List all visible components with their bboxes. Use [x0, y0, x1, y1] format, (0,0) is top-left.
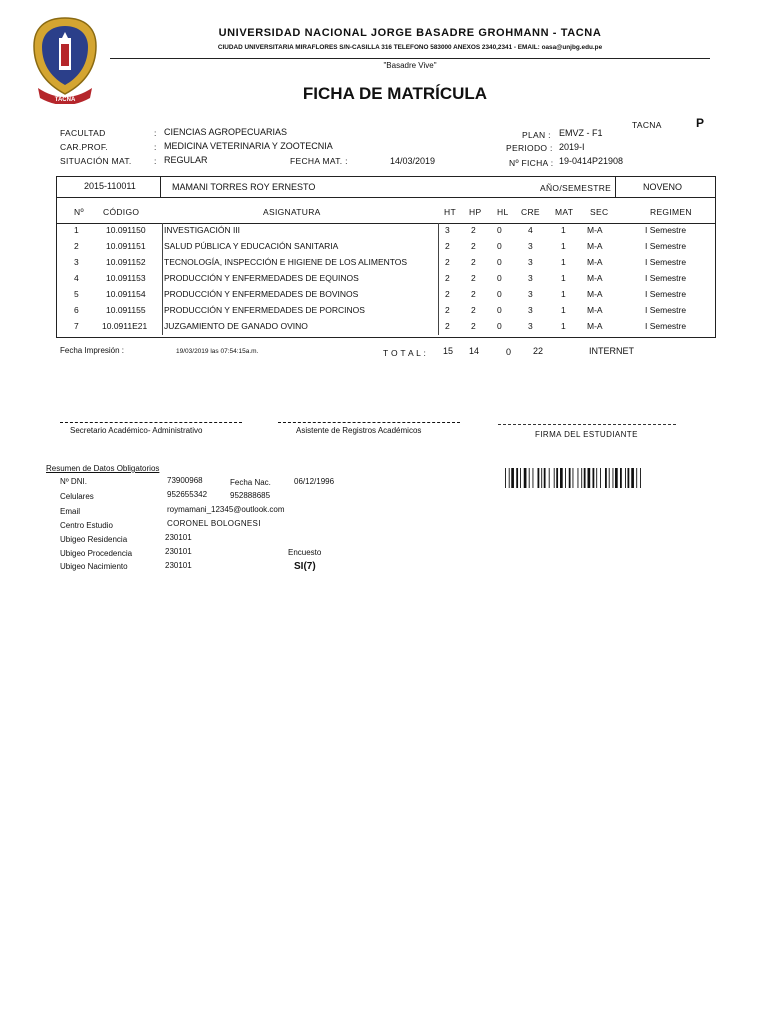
secretary-signature-label: Secretario Académico- Administrativo — [70, 426, 203, 435]
secretary-signature-line — [60, 422, 242, 423]
survey-label: Encuesto — [288, 548, 322, 557]
col-header-num: Nº — [74, 207, 84, 217]
row-cre: 3 — [528, 273, 533, 283]
situacion-value: REGULAR — [164, 155, 208, 165]
table-row — [56, 287, 714, 303]
motto: "Basadre Vive" — [383, 61, 437, 70]
col-header-cre: CRE — [521, 207, 540, 217]
row-subject: SALUD PÚBLICA Y EDUCACIÓN SANITARIA — [164, 241, 339, 251]
phone-1: 952655342 — [167, 490, 208, 499]
row-hp: 2 — [471, 241, 476, 251]
table-row — [56, 271, 714, 287]
row-ht: 2 — [445, 257, 450, 267]
city-label: TACNA — [632, 120, 662, 130]
student-name: MAMANI TORRES ROY ERNESTO — [172, 182, 316, 192]
row-hp: 2 — [471, 305, 476, 315]
row-ht: 2 — [445, 321, 450, 331]
row-mat: 1 — [561, 241, 566, 251]
plan-label: PLAN : — [522, 130, 551, 140]
col-header-sec: SEC — [590, 207, 609, 217]
total-cre: 22 — [533, 346, 544, 356]
row-regimen: I Semestre — [645, 241, 687, 251]
total-hl: 0 — [506, 347, 512, 357]
plan-value: EMVZ - F1 — [559, 128, 603, 138]
assistant-signature-label: Asistente de Registros Académicos — [296, 426, 422, 435]
ubigeo-birth-value: 230101 — [165, 561, 192, 570]
row-mat: 1 — [561, 289, 566, 299]
print-date-label: Fecha Impresión : — [60, 346, 125, 355]
row-hp: 2 — [471, 273, 476, 283]
ubigeo-residence-value: 230101 — [165, 533, 192, 542]
barcode-image — [505, 468, 685, 488]
mark-letter: P — [696, 116, 705, 130]
table-row — [56, 319, 714, 335]
phone-2: 952888685 — [230, 491, 271, 500]
row-hp: 2 — [471, 257, 476, 267]
university-seal-logo — [30, 14, 100, 104]
situacion-label: SITUACIÓN MAT. — [60, 156, 132, 166]
row-sec: M-A — [587, 257, 603, 267]
row-cre: 3 — [528, 257, 533, 267]
carprof-value: MEDICINA VETERINARIA Y ZOOTECNIA — [164, 141, 333, 151]
university-address: CIUDAD UNIVERSITARIA MIRAFLORES S/N-CASILLA 316 TELEFONO 583000 ANEXOS 2340,2341 - EMAIL: oasa@unjbg.edu.pe — [217, 44, 603, 51]
row-hp: 2 — [471, 321, 476, 331]
row-sec: M-A — [587, 305, 603, 315]
situacion-colon: : — [154, 156, 157, 166]
row-code: 10.091155 — [106, 305, 146, 315]
row-ht: 2 — [445, 289, 450, 299]
university-name: UNIVERSIDAD NACIONAL JORGE BASADRE GROHMANN - TACNA — [218, 27, 602, 39]
fecha-mat-value: 14/03/2019 — [390, 156, 436, 166]
row-regimen: I Semestre — [645, 321, 687, 331]
ubigeo-origin-label: Ubigeo Procedencia — [60, 549, 133, 558]
dni-label: Nº DNI. — [60, 477, 87, 486]
ubigeo-residence-label: Ubigeo Residencia — [60, 535, 128, 544]
year-semester-value: NOVENO — [643, 182, 683, 192]
row-regimen: I Semestre — [645, 273, 687, 283]
row-hl: 0 — [497, 241, 502, 251]
carprof-colon: : — [154, 142, 157, 152]
row-sec: M-A — [587, 241, 603, 251]
row-num: 6 — [74, 305, 79, 315]
row-num: 2 — [74, 241, 79, 251]
col-header-hp: HP — [469, 207, 482, 217]
periodo-value: 2019-I — [559, 142, 585, 152]
ficha-label: Nº FICHA : — [509, 158, 554, 168]
row-ht: 2 — [445, 273, 450, 283]
row-regimen: I Semestre — [645, 257, 687, 267]
row-cre: 3 — [528, 305, 533, 315]
table-row — [56, 255, 714, 271]
row-hl: 0 — [497, 257, 502, 267]
row-code: 10.0911E21 — [102, 321, 148, 331]
col-header-ht: HT — [444, 207, 456, 217]
col-header-subject: ASIGNATURA — [263, 207, 321, 217]
survey-value: SI(7) — [294, 561, 316, 572]
fecha-mat-label: FECHA MAT. : — [290, 156, 348, 166]
svg-text:TACNA: TACNA — [54, 97, 76, 103]
row-mat: 1 — [561, 273, 566, 283]
row-sec: M-A — [587, 321, 603, 331]
col-header-regimen: REGIMEN — [650, 207, 692, 217]
row-code: 10.091152 — [106, 257, 146, 267]
row-subject: JUZGAMIENTO DE GANADO OVINO — [164, 321, 308, 331]
print-date-value: 19/03/2019 las 07:54:15a.m. — [176, 348, 259, 355]
facultad-label: FACULTAD — [60, 128, 106, 138]
row-subject: PRODUCCIÓN Y ENFERMEDADES DE PORCINOS — [164, 305, 365, 315]
row-cre: 4 — [528, 225, 533, 235]
row-regimen: I Semestre — [645, 289, 687, 299]
row-subject: PRODUCCIÓN Y ENFERMEDADES DE BOVINOS — [164, 289, 359, 299]
phones-label: Celulares — [60, 492, 94, 501]
row-code: 10.091154 — [106, 289, 146, 299]
row-hp: 2 — [471, 225, 476, 235]
birth-label: Fecha Nac. — [230, 478, 271, 487]
row-mat: 1 — [561, 225, 566, 235]
ubigeo-origin-value: 230101 — [165, 547, 192, 556]
row-num: 7 — [74, 321, 79, 331]
row-mat: 1 — [561, 257, 566, 267]
ubigeo-birth-label: Ubigeo Nacimiento — [60, 562, 128, 571]
row-subject: TECNOLOGÍA, INSPECCIÓN E HIGIENE DE LOS ALIMENTOS — [164, 257, 408, 267]
row-hp: 2 — [471, 289, 476, 299]
row-regimen: I Semestre — [645, 225, 687, 235]
email-label: Email — [60, 507, 81, 516]
col-header-code: CÓDIGO — [103, 207, 140, 217]
birth-value: 06/12/1996 — [294, 477, 335, 486]
total-hp: 14 — [469, 346, 480, 356]
row-sec: M-A — [587, 225, 603, 235]
row-num: 3 — [74, 257, 79, 267]
total-ht: 15 — [443, 346, 454, 356]
student-signature-line — [498, 424, 676, 425]
table-row — [56, 223, 714, 239]
row-ht: 2 — [445, 241, 450, 251]
registration-mode: INTERNET — [589, 346, 634, 356]
row-cre: 3 — [528, 321, 533, 331]
row-cre: 3 — [528, 289, 533, 299]
row-num: 4 — [74, 273, 79, 283]
email-value: roymamani_12345@outlook.com — [167, 505, 285, 514]
col-header-mat: MAT — [555, 207, 574, 217]
row-hl: 0 — [497, 273, 502, 283]
header-rule — [110, 58, 710, 59]
student-code: 2015-110011 — [84, 181, 136, 191]
facultad-colon: : — [154, 128, 157, 138]
year-semester-label: AÑO/SEMESTRE — [540, 183, 612, 193]
table-row — [56, 239, 714, 255]
document-title: FICHA DE MATRÍCULA — [302, 84, 488, 103]
row-ht: 2 — [445, 305, 450, 315]
student-signature-label: FIRMA DEL ESTUDIANTE — [535, 430, 638, 439]
row-sec: M-A — [587, 289, 603, 299]
summary-title: Resumen de Datos Obligatorios — [46, 464, 160, 473]
row-hl: 0 — [497, 225, 502, 235]
row-code: 10.091153 — [106, 273, 146, 283]
col-header-hl: HL — [497, 207, 509, 217]
row-code: 10.091151 — [106, 241, 146, 251]
row-subject: PRODUCCIÓN Y ENFERMEDADES DE EQUINOS — [164, 273, 359, 283]
row-mat: 1 — [561, 321, 566, 331]
carprof-label: CAR.PROF. — [60, 142, 109, 152]
assistant-signature-line — [278, 422, 460, 423]
total-label: T O T A L : — [383, 348, 427, 358]
row-hl: 0 — [497, 289, 502, 299]
row-hl: 0 — [497, 305, 502, 315]
facultad-value: CIENCIAS AGROPECUARIAS — [164, 127, 288, 137]
school-label: Centro Estudio — [60, 521, 113, 530]
row-ht: 3 — [445, 225, 450, 235]
row-code: 10.091150 — [106, 225, 146, 235]
row-sec: M-A — [587, 273, 603, 283]
dni-value: 73900968 — [167, 476, 203, 485]
row-num: 1 — [74, 225, 79, 235]
table-row — [56, 303, 714, 319]
ficha-value: 19-0414P21908 — [559, 156, 624, 166]
periodo-label: PERIODO : — [506, 143, 553, 153]
row-mat: 1 — [561, 305, 566, 315]
row-subject: INVESTIGACIÓN III — [164, 225, 241, 235]
school-value: CORONEL BOLOGNESI — [167, 519, 261, 528]
row-regimen: I Semestre — [645, 305, 687, 315]
row-num: 5 — [74, 289, 79, 299]
row-hl: 0 — [497, 321, 502, 331]
row-cre: 3 — [528, 241, 533, 251]
